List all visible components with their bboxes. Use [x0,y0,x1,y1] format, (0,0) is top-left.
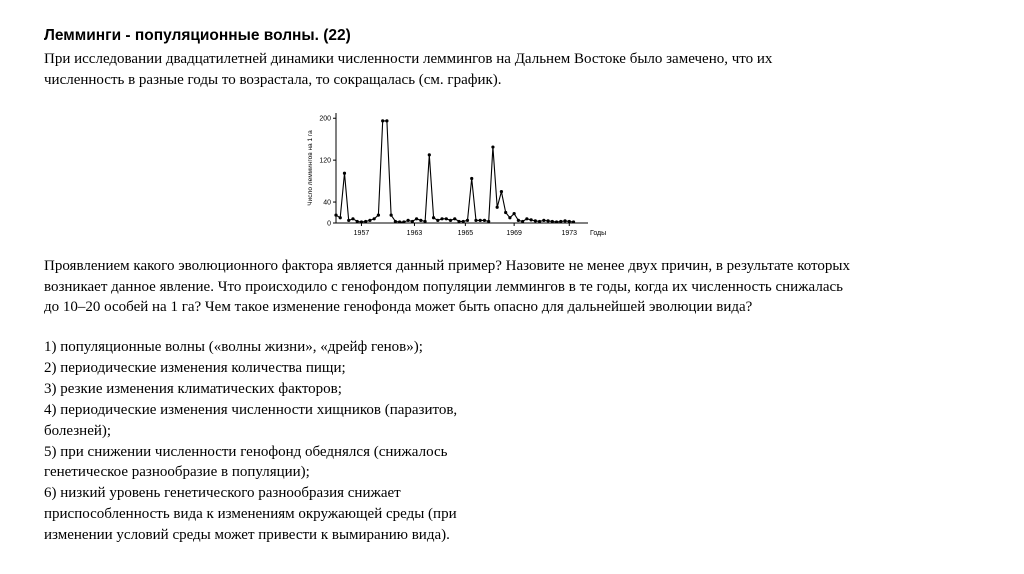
question-text [44,256,984,318]
y-tick-label: 200 [319,115,331,123]
answer-list [44,337,604,546]
answer-item [44,337,604,358]
data-point [555,220,558,223]
data-point [419,219,422,222]
data-point [390,214,393,217]
data-point [504,211,507,214]
data-point [440,217,443,220]
data-point [394,220,397,223]
data-point [453,217,456,220]
y-axis-label: Число леммингов на 1 га [307,130,314,206]
data-point [563,219,566,222]
data-point [402,220,405,223]
data-point [343,172,346,175]
y-tick-label: 0 [327,220,331,228]
answer-line: 6) низкий уровень генетического разнообразия снижает [44,485,401,502]
answer-item [44,358,604,379]
data-point [462,220,465,223]
data-point [483,219,486,222]
data-point [428,153,431,156]
data-point [572,220,575,223]
data-point [432,216,435,219]
data-point [347,219,350,222]
data-point [381,119,384,122]
x-axis-label: Годы [590,230,607,237]
data-point [356,220,359,223]
answer-line: болезней); [44,422,112,439]
data-point [496,206,499,209]
question-line: до 10–20 особей на 1 га? Чем такое изменение генофонда может быть опасно для дальнейшей эволюции вида? [44,299,753,315]
data-point [513,212,516,215]
data-point [415,217,418,220]
data-point [538,220,541,223]
data-point [487,220,490,223]
y-tick-label: 120 [319,157,331,165]
data-point [470,177,473,180]
answer-line: генетическое разнообразие в популяции); [44,464,310,481]
data-point [457,220,460,223]
x-tick-label: 1969 [506,230,522,237]
data-point [339,216,342,219]
data-point [364,220,367,223]
answer-line: 3) резкие изменения климатических факторов; [44,380,342,397]
answer-line: 5) при снижении численности генофонд обеднялся (снижалось [44,443,448,460]
page-title: Лемминги - популяционные волны. (22) [44,27,351,44]
answer-item [44,379,604,400]
x-tick-label: 1965 [457,230,474,237]
data-point [411,220,414,223]
data-point [508,216,511,219]
data-point [500,190,503,193]
data-point [360,220,363,223]
x-tick-label: 1963 [406,230,423,237]
data-point [551,220,554,223]
data-point [423,220,426,223]
data-point [542,219,545,222]
data-point [525,217,528,220]
data-point [449,219,452,222]
intro-text [44,49,944,90]
question-line: возникает данное явление. Что происходило с генофондом популяции леммингов в те годы, когда их численность снижалась [44,278,843,295]
answer-item [44,400,604,442]
data-point [546,219,549,222]
data-point [491,145,494,148]
data-point [530,218,533,221]
question-line: Проявлением какого эволюционного фактора является данный пример? Назовите не менее двух причин, в результате которых [44,258,850,274]
data-point [445,217,448,220]
data-point [534,219,537,222]
data-point [407,219,410,222]
intro-line: При исследовании двадцатилетней динамики численности леммингов на Дальнем Востоке было замечено, что их [44,51,773,67]
data-point [334,214,337,217]
series-line [336,121,574,222]
data-point [521,220,524,223]
answer-line: 2) периодические изменения количества пищи; [44,359,346,376]
data-point [368,219,371,222]
data-point [436,219,439,222]
data-point [479,219,482,222]
intro-line: численность в разные годы то возрастала, то сокращалась (см. график). [44,71,502,88]
data-point [398,220,401,223]
data-point [373,217,376,220]
data-point [377,214,380,217]
data-point [351,217,354,220]
data-point [474,219,477,222]
y-tick-label: 40 [323,199,331,207]
data-point [559,220,562,223]
lemming-population-chart [300,103,610,248]
answer-line: изменении условий среды может привести к вымиранию вида). [44,527,450,544]
x-tick-label: 1973 [561,230,578,237]
data-point [568,220,571,223]
data-point [385,119,388,122]
answer-line: 4) периодические изменения численности хищников (паразитов, [44,401,458,418]
answer-item [44,483,604,546]
chart-series [334,119,575,223]
answer-item [44,442,604,484]
x-tick-label: 1957 [353,230,370,237]
data-point [517,219,520,222]
data-point [466,219,469,222]
answer-line: 1) популяционные волны («волны жизни», «дрейф генов»); [44,339,423,355]
answer-line: приспособленность вида к изменениям окружающей среды (при [44,506,457,523]
